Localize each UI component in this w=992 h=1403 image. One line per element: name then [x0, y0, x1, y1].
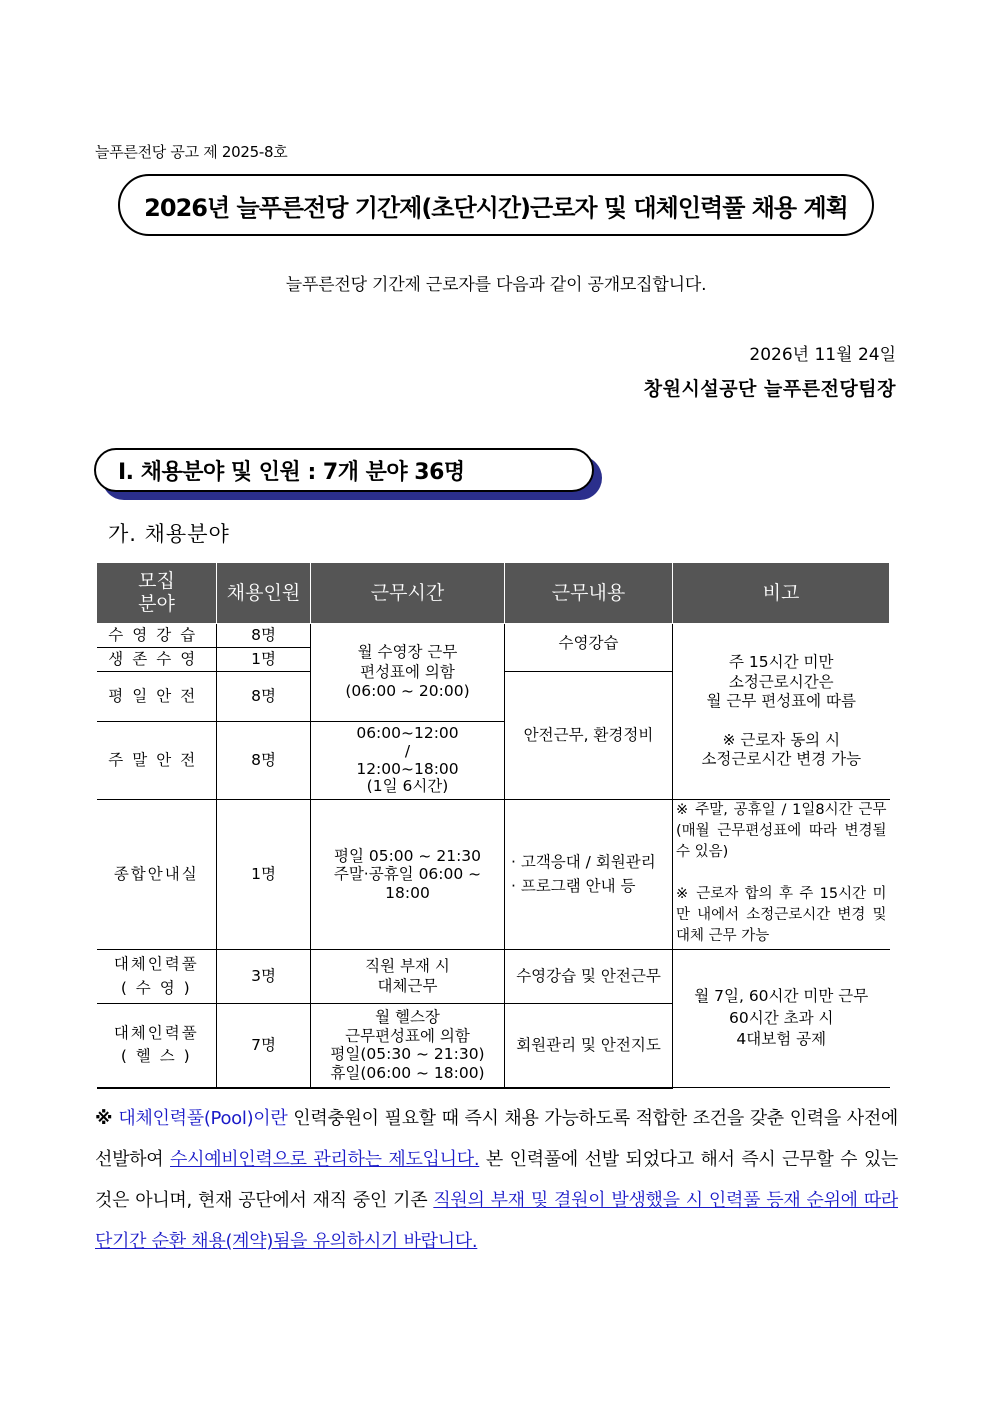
- header-duties: 근무내용: [505, 563, 673, 624]
- section-heading-text: Ⅰ. 채용분야 및 인원 : 7개 분야 36명: [118, 459, 465, 485]
- hours-cell: 06:00~12:00 / 12:00~18:00 (1일 6시간): [311, 722, 505, 800]
- header-field: 모집 분야: [97, 563, 217, 624]
- duty-cell: 수영강습: [505, 624, 673, 672]
- document-title: [118, 174, 874, 236]
- intro-text: 늘푸른전당 기간제 근로자를 다음과 같이 공개모집합니다.: [285, 275, 707, 295]
- footnote: [95, 1098, 898, 1262]
- count-cell: 1명: [217, 800, 311, 950]
- field-cell: 대체인력풀 ( 헬 스 ): [97, 1004, 217, 1088]
- footnote-emphasis: 직원의 부재 및 결원이 발생했을 시 인력풀 등재 순위에 따라 단기간 순환 채용(계약)됨을 유의하시기 바랍니다.: [95, 1190, 898, 1252]
- document-title-text: 2026년 늘푸른전당 기간제(초단시간)근로자 및 대체인력풀 채용 계획: [144, 193, 848, 222]
- header-count: 채용인원: [217, 563, 311, 624]
- table-row: [97, 624, 890, 648]
- footnote-term: 대체인력풀(Pool)이란: [118, 1108, 288, 1129]
- section-heading: [94, 448, 594, 492]
- hours-cell: 평일 05:00 ~ 21:30 주말·공휴일 06:00 ~ 18:00: [311, 800, 505, 950]
- count-cell: 8명: [217, 624, 311, 648]
- field-cell: 주말안전: [97, 722, 217, 800]
- field-cell: 평일안전: [97, 672, 217, 722]
- footnote-text: 본 인력풀에 선발 되었다고 해서 즉시 근무할 수 있는 것은 아니며, 현재 공단에서 재직 중인 기존: [95, 1149, 898, 1211]
- header-notes: 비고: [673, 563, 890, 624]
- field-cell: 대체인력풀 ( 수 영 ): [97, 950, 217, 1004]
- note-cell: 월 7일, 60시간 미만 근무 60시간 초과 시 4대보험 공제: [673, 950, 890, 1088]
- note-cell: 주 15시간 미만 소정근로시간은 월 근무 편성표에 따름 ※ 근로자 동의 시 소정근로시간 변경 가능: [673, 624, 890, 800]
- count-cell: 1명: [217, 648, 311, 672]
- count-cell: 3명: [217, 950, 311, 1004]
- duty-cell: 회원관리 및 안전지도: [505, 1004, 673, 1088]
- header-hours: 근무시간: [311, 563, 505, 624]
- field-cell: 수영강습: [97, 624, 217, 648]
- duty-cell: 수영강습 및 안전근무: [505, 950, 673, 1004]
- count-cell: 8명: [217, 672, 311, 722]
- count-cell: 7명: [217, 1004, 311, 1088]
- footnote-emphasis: 수시예비인력으로 관리하는 제도입니다.: [170, 1149, 480, 1170]
- duty-cell: · 고객응대 / 회원관리 · 프로그램 안내 등: [505, 800, 673, 950]
- hours-cell: 월 헬스장 근무편성표에 의함 평일(05:30 ~ 21:30) 휴일(06:00 ~ 18:00): [311, 1004, 505, 1088]
- count-cell: 8명: [217, 722, 311, 800]
- issuer-name: 창원시설공단 늘푸른전당팀장: [643, 378, 896, 400]
- subsection-heading: 가. 채용분야: [108, 522, 230, 546]
- field-cell: 종합안내실: [97, 800, 217, 950]
- notice-number: 늘푸른전당 공고 제 2025-8호: [95, 143, 288, 161]
- duty-cell: 안전근무, 환경정비: [505, 672, 673, 800]
- table-header-row: [97, 563, 890, 624]
- field-cell: 생존수영: [97, 648, 217, 672]
- table-row: [97, 950, 890, 1004]
- hours-cell: 월 수영장 근무 편성표에 의함 (06:00 ~ 20:00): [311, 624, 505, 722]
- footnote-mark: ※: [95, 1108, 113, 1129]
- hours-cell: 직원 부재 시 대체근무: [311, 950, 505, 1004]
- table-row: [97, 800, 890, 950]
- footnote-text: 인력충원이 필요할 때 즉시 채용 가능하도록 적합한 조건을 갖춘 인력을 사전에 선발하여: [95, 1108, 899, 1170]
- notice-date: 2026년 11월 24일: [749, 345, 896, 365]
- recruitment-table: [96, 562, 890, 1089]
- note-cell: ※ 주말, 공휴일 / 1일8시간 근무(매월 근무편성표에 따라 변경될 수 있음) ※ 근로자 합의 후 주 15시간 미만 내에서 소정근로시간 변경 및 대체 근무 가능: [673, 800, 890, 950]
